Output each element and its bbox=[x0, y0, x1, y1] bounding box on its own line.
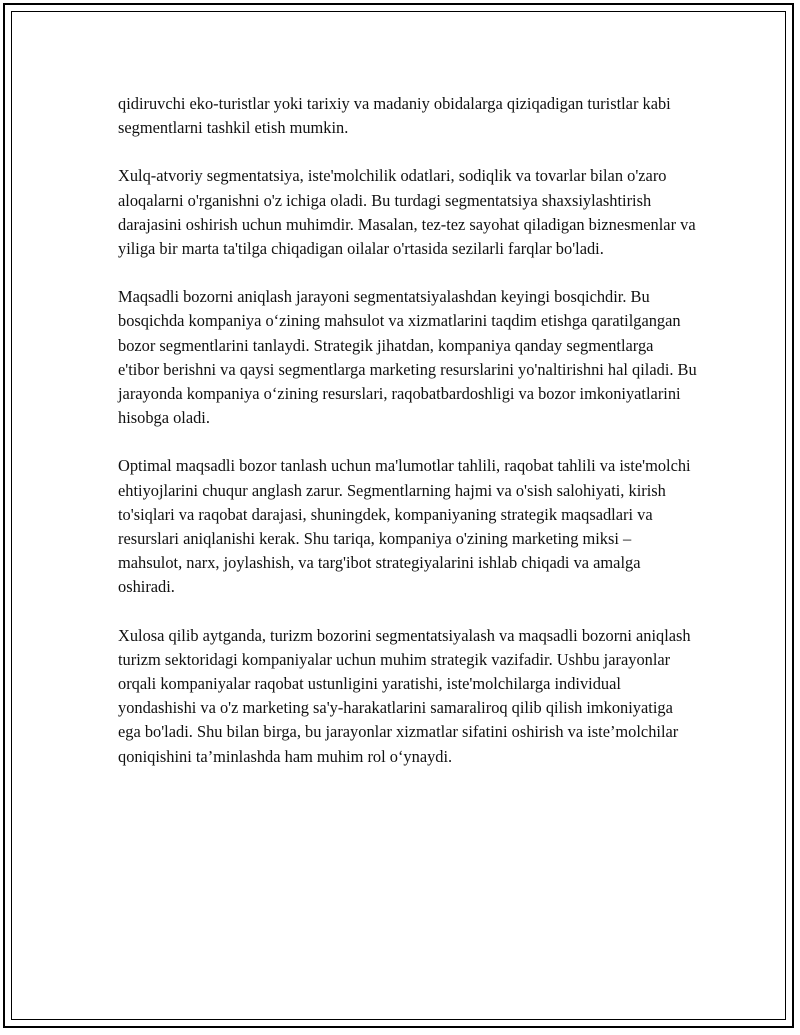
paragraph-4: Optimal maqsadli bozor tanlash uchun ma'lumotlar tahlili, raqobat tahlili va iste'molchi ehtiyojlarini chuqur anglash zarur. Segmentlarning hajmi va o'sish salohiyati, kirish to'siqlari va raqobat darajasi, shuningdek, kompaniyaning strategik maqsadlari va resurslari aniqlanishi kerak. Shu tariqa, kompaniya o'zining marketing miksi – mahsulot, narx, joylashish, va targ'ibot strategiyalarini ishlab chiqadi va amalga oshiradi. bbox=[118, 456, 691, 597]
paragraph-2: Xulq-atvoriy segmentatsiya, iste'molchilik odatlari, sodiqlik va tovarlar bilan o'zaro aloqalarni o'rganishni o'z ichiga oladi. Bu turdagi segmentatsiya shaxsiylashtirish darajasini oshirish uchun muhimdir. Masalan, tez-tez sayohat qiladigan biznesmenlar va yiliga bir marta ta'tilga chiqadigan oilalar o'rtasida sezilarli farqlar bo'ladi. bbox=[118, 166, 696, 259]
paragraph-3: Maqsadli bozorni aniqlash jarayoni segmentatsiyalashdan keyingi bosqichdir. Bu bosqichda kompaniya o‘zining mahsulot va xizmatlarini taqdim etishga qaratilgangan bozor segmentlarini tanlaydi. Strategik jihatdan, kompaniya qanday segmentlarga e'tibor berishni va qaysi segmentlarga marketing resurslarini yo'naltirishni hal qiladi. Bu jarayonda kompaniya o‘zining resurslari, raqobatbardoshligi va bozor imkoniyatlarini hisobga oladi. bbox=[118, 287, 697, 428]
document-body bbox=[118, 92, 698, 793]
paragraph-5: Xulosa qilib aytganda, turizm bozorini segmentatsiyalash va maqsadli bozorni aniqlash turizm sektoridagi kompaniyalar uchun muhim strategik vazifadir. Ushbu jarayonlar orqali kompaniyalar raqobat ustunligini yaratishi, iste'molchilarga individual yondashishi va o'z marketing sa'y-harakatlarini samaraliroq qilib qilish imkoniyatiga ega bo'ladi. Shu bilan birga, bu jarayonlar xizmatlar sifatini oshirish va iste’molchilar qoniqishini ta’minlashda ham muhim rol o‘ynaydi. bbox=[118, 625, 691, 766]
paragraph-1: qidiruvchi eko-turistlar yoki tarixiy va madaniy obidalarga qiziqadigan turistlar kabi segmentlarni tashkil etish mumkin. bbox=[118, 94, 671, 138]
